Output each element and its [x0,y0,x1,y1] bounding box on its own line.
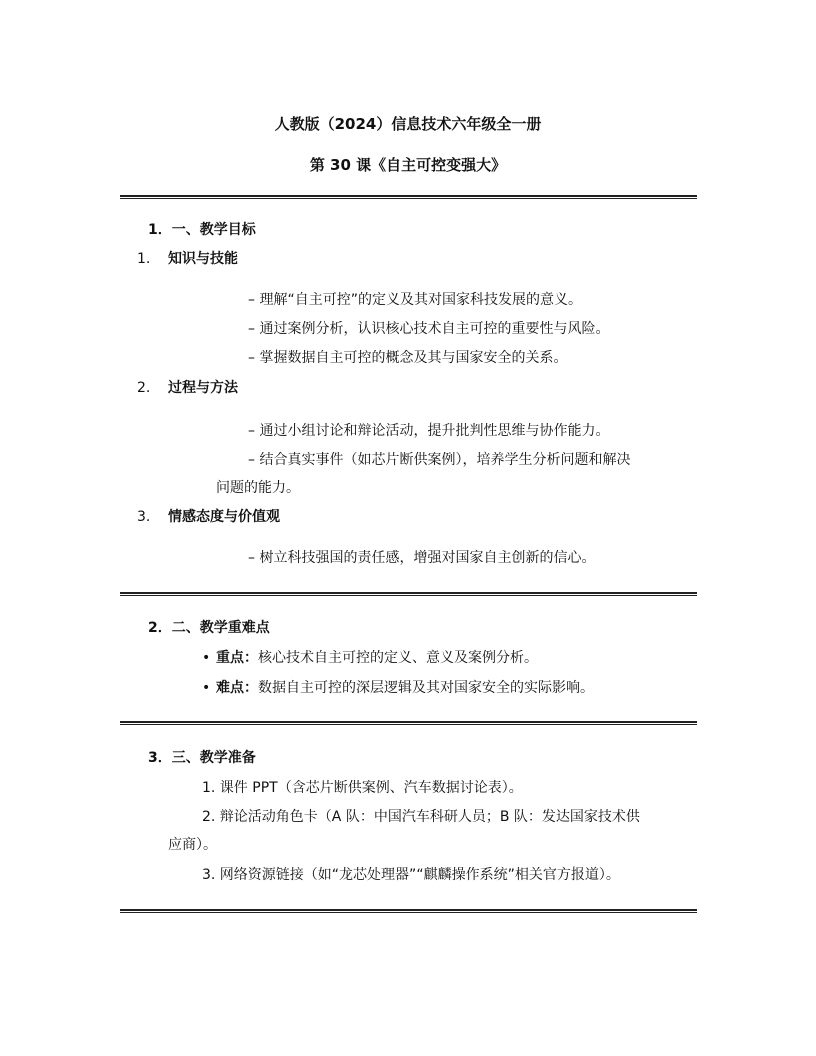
section-heading-preparation: 3．三、教学准备 [148,750,256,766]
subsection-number: 3. [137,509,151,525]
divider [120,909,697,913]
bullet-dot: • [202,680,211,696]
point-text: 数据自主可控的深层逻辑及其对国家安全的实际影响。 [258,680,594,696]
document-title: 人教版（2024）信息技术六年级全一册 [274,115,542,133]
subsection-number: 2. [137,380,151,396]
subsection-number: 1. [137,251,151,267]
point-label: 难点： [216,680,258,696]
divider [120,592,697,596]
section-heading-key-points: 2．二、教学重难点 [148,620,270,636]
list-item: – 结合真实事件（如芯片断供案例），培养学生分析问题和解决 [248,452,631,468]
point-text: 核心技术自主可控的定义、意义及案例分析。 [258,650,538,666]
list-item: 2. 辩论活动角色卡（A 队：中国汽车科研人员；B 队：发达国家技术供 [202,809,640,825]
list-item: – 树立科技强国的责任感，增强对国家自主创新的信心。 [248,550,596,566]
list-item [216,648,538,668]
subsection-title-knowledge: 知识与技能 [168,251,238,267]
list-item: – 掌握数据自主可控的概念及其与国家安全的关系。 [248,350,568,366]
divider [120,721,697,725]
list-item: – 理解“自主可控”的定义及其对国家科技发展的意义。 [248,292,582,308]
subsection-title-values: 情感态度与价值观 [168,509,280,525]
section-heading-objectives: 1．一、教学目标 [148,222,256,238]
lesson-title: 第 30 课《自主可控变强大》 [309,156,507,174]
list-item-continuation: 问题的能力。 [216,480,300,496]
subsection-title-process: 过程与方法 [168,380,238,396]
list-item: – 通过小组讨论和辩论活动，提升批判性思维与协作能力。 [248,423,610,439]
bullet-dot: • [202,650,211,666]
list-item-continuation: 应商）。 [168,837,217,853]
list-item: – 通过案例分析，认识核心技术自主可控的重要性与风险。 [248,321,610,337]
divider [120,195,697,199]
list-item: 3. 网络资源链接（如“龙芯处理器”“麒麟操作系统”相关官方报道）。 [202,867,620,883]
list-item [216,678,594,698]
list-item: 1. 课件 PPT（含芯片断供案例、汽车数据讨论表）。 [202,780,523,796]
point-label: 重点： [216,650,258,666]
